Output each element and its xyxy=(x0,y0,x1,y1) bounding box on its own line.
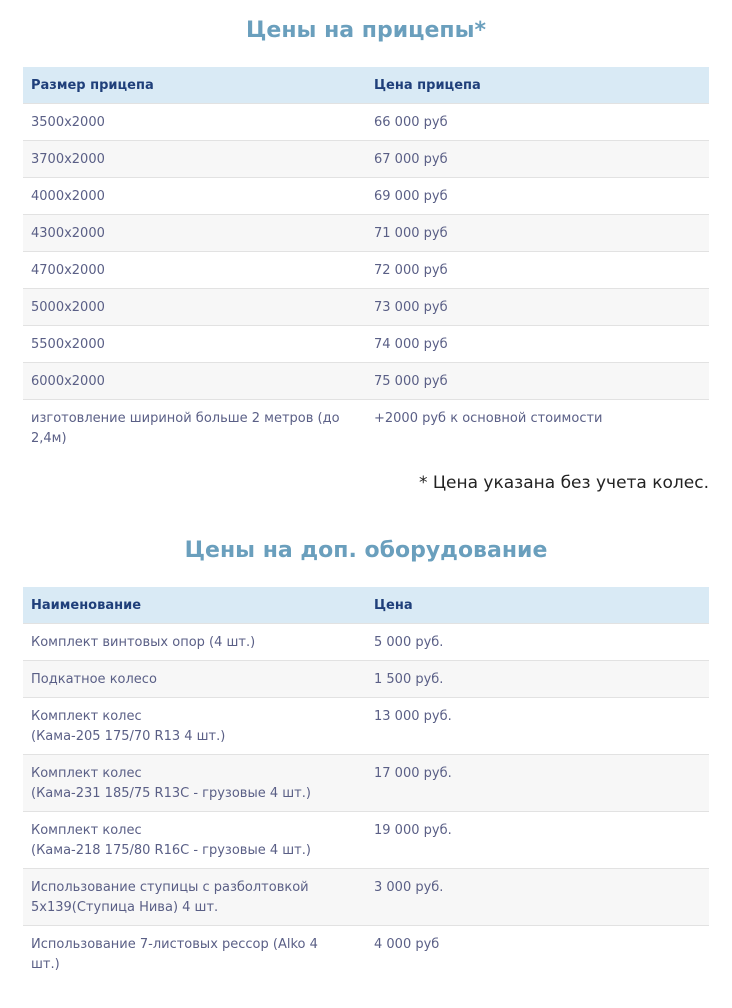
price-cell: 66 000 руб xyxy=(366,104,709,141)
item-name-detail: (Кама-218 175/80 R16C - грузовые 4 шт.) xyxy=(31,843,311,858)
table-row xyxy=(23,363,709,400)
size-cell: 4000x2000 xyxy=(23,178,366,215)
item-name-cell xyxy=(23,926,366,983)
price-cell: 5 000 руб. xyxy=(366,624,709,661)
item-name-detail: 5x139(Ступица Нива) 4 шт. xyxy=(31,900,219,915)
item-name-detail: шт.) xyxy=(31,957,60,972)
table-row xyxy=(23,698,709,755)
price-cell: 13 000 руб. xyxy=(366,698,709,755)
size-cell: 3500x2000 xyxy=(23,104,366,141)
size-cell: изготовление шириной больше 2 метров (до 2,4м) xyxy=(23,400,366,458)
equipment-price-table xyxy=(23,587,709,982)
price-cell: 1 500 руб. xyxy=(366,661,709,698)
price-cell: 69 000 руб xyxy=(366,178,709,215)
size-cell: 5500x2000 xyxy=(23,326,366,363)
item-name-cell xyxy=(23,812,366,869)
table-row xyxy=(23,812,709,869)
item-name-line: Комплект колес xyxy=(31,823,142,838)
price-cell: 75 000 руб xyxy=(366,363,709,400)
size-cell: 3700x2000 xyxy=(23,141,366,178)
table-row xyxy=(23,661,709,698)
table-row xyxy=(23,141,709,178)
size-cell: 6000x2000 xyxy=(23,363,366,400)
table-header-row xyxy=(23,587,709,624)
size-cell: 4700x2000 xyxy=(23,252,366,289)
column-header-size: Размер прицепа xyxy=(23,67,366,104)
column-header-name: Наименование xyxy=(23,587,366,624)
price-cell: 4 000 руб xyxy=(366,926,709,983)
table-row xyxy=(23,400,709,458)
item-name-line: Комплект колес xyxy=(31,766,142,781)
price-cell: 73 000 руб xyxy=(366,289,709,326)
column-header-price: Цена xyxy=(366,587,709,624)
item-name-line: Подкатное колесо xyxy=(31,672,157,687)
price-footnote: * Цена указана без учета колес. xyxy=(418,473,709,493)
table-row xyxy=(23,926,709,983)
item-name-cell xyxy=(23,755,366,812)
item-name-line: Использование 7-листовых рессор (Alko 4 xyxy=(31,937,318,952)
item-name-line: Использование ступицы с разболтовкой xyxy=(31,880,309,895)
item-name-cell xyxy=(23,624,366,661)
table-row xyxy=(23,755,709,812)
price-cell: +2000 руб к основной стоимости xyxy=(366,400,709,458)
table-row xyxy=(23,178,709,215)
size-cell: 4300x2000 xyxy=(23,215,366,252)
item-name-cell xyxy=(23,698,366,755)
table-row xyxy=(23,289,709,326)
column-header-price: Цена прицепа xyxy=(366,67,709,104)
price-cell: 72 000 руб xyxy=(366,252,709,289)
size-cell: 5000x2000 xyxy=(23,289,366,326)
table-row xyxy=(23,624,709,661)
price-cell: 3 000 руб. xyxy=(366,869,709,926)
item-name-detail: (Кама-205 175/70 R13 4 шт.) xyxy=(31,729,226,744)
price-cell: 19 000 руб. xyxy=(366,812,709,869)
price-cell: 67 000 руб xyxy=(366,141,709,178)
table-row xyxy=(23,869,709,926)
table-row xyxy=(23,215,709,252)
price-cell: 71 000 руб xyxy=(366,215,709,252)
item-name-line: Комплект колес xyxy=(31,709,142,724)
table-row xyxy=(23,326,709,363)
price-cell: 17 000 руб. xyxy=(366,755,709,812)
table-row xyxy=(23,104,709,141)
item-name-cell xyxy=(23,661,366,698)
item-name-line: Комплект винтовых опор (4 шт.) xyxy=(31,635,256,650)
trailer-price-table xyxy=(23,67,709,457)
item-name-cell xyxy=(23,869,366,926)
table-header-row xyxy=(23,67,709,104)
table-row xyxy=(23,252,709,289)
price-cell: 74 000 руб xyxy=(366,326,709,363)
equipment-title: Цены на доп. оборудование xyxy=(184,538,548,563)
trailers-title: Цены на прицепы* xyxy=(246,18,486,43)
item-name-detail: (Кама-231 185/75 R13C - грузовые 4 шт.) xyxy=(31,786,311,801)
